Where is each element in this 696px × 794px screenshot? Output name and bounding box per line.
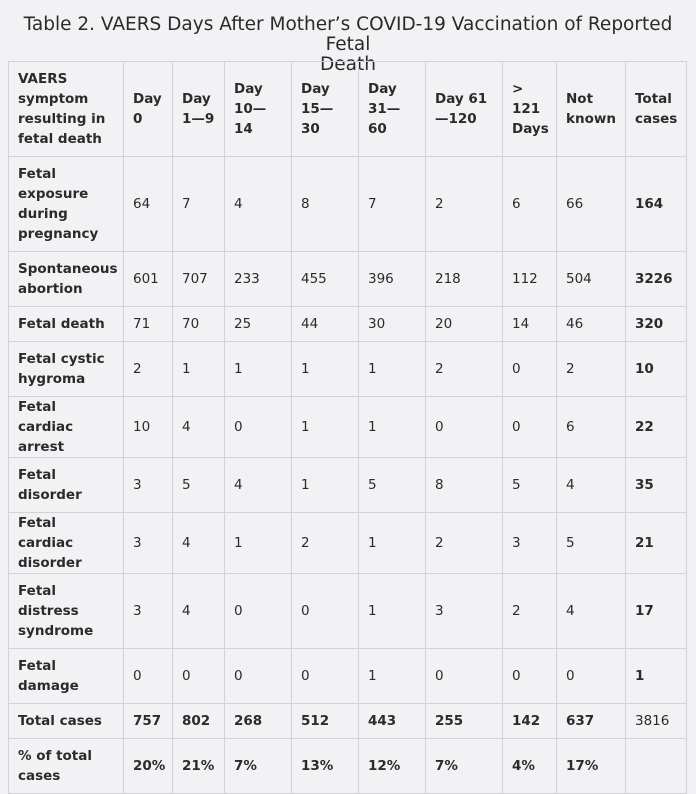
table-cell: 0 bbox=[225, 649, 292, 704]
totals-cell: 757 bbox=[124, 704, 173, 739]
table-cell: 3 bbox=[124, 458, 173, 513]
table-cell: 0 bbox=[426, 649, 503, 704]
table-cell: 5 bbox=[173, 458, 225, 513]
table-cell: 3 bbox=[124, 574, 173, 649]
table-cell: 7 bbox=[173, 157, 225, 252]
table-cell: 4 bbox=[173, 397, 225, 458]
table-row bbox=[9, 649, 687, 704]
table-cell: 2 bbox=[292, 513, 359, 574]
table-cell: 5 bbox=[503, 458, 557, 513]
table-cell: 1 bbox=[225, 342, 292, 397]
row-label: Fetal death bbox=[9, 307, 124, 342]
table-cell: 4 bbox=[225, 458, 292, 513]
table-cell: 6 bbox=[503, 157, 557, 252]
table-cell: 0 bbox=[426, 397, 503, 458]
percent-cell: 13% bbox=[292, 739, 359, 794]
table-cell: 14 bbox=[503, 307, 557, 342]
table-cell: 112 bbox=[503, 252, 557, 307]
table-cell: 8 bbox=[426, 458, 503, 513]
row-total: 21 bbox=[626, 513, 687, 574]
table-cell: 0 bbox=[292, 574, 359, 649]
table-cell: 1 bbox=[359, 513, 426, 574]
table-cell: 4 bbox=[173, 513, 225, 574]
header-not-known: Not known bbox=[557, 62, 626, 157]
header-day-15-30: Day 15—30 bbox=[292, 62, 359, 157]
table-row bbox=[9, 513, 687, 574]
table-row bbox=[9, 307, 687, 342]
percent-cell: 4% bbox=[503, 739, 557, 794]
table-cell: 1 bbox=[359, 649, 426, 704]
table-cell: 396 bbox=[359, 252, 426, 307]
table-cell: 1 bbox=[173, 342, 225, 397]
row-label: Spontaneous abortion bbox=[9, 252, 124, 307]
row-total: 320 bbox=[626, 307, 687, 342]
row-label: Fetal cystic hygroma bbox=[9, 342, 124, 397]
table-caption-line2: Death bbox=[320, 54, 376, 75]
table-cell: 5 bbox=[557, 513, 626, 574]
table-cell: 71 bbox=[124, 307, 173, 342]
row-label: Fetal damage bbox=[9, 649, 124, 704]
table-cell: 0 bbox=[124, 649, 173, 704]
header-day-0: Day 0 bbox=[124, 62, 173, 157]
totals-cell: 802 bbox=[173, 704, 225, 739]
totals-cell: 637 bbox=[557, 704, 626, 739]
table-cell: 64 bbox=[124, 157, 173, 252]
row-label: Fetal cardiac disorder bbox=[9, 513, 124, 574]
table-cell: 2 bbox=[557, 342, 626, 397]
table-caption bbox=[0, 0, 696, 75]
table-cell: 30 bbox=[359, 307, 426, 342]
table-row bbox=[9, 342, 687, 397]
table-cell: 66 bbox=[557, 157, 626, 252]
table-cell: 0 bbox=[225, 397, 292, 458]
table-cell: 0 bbox=[225, 574, 292, 649]
table-cell: 1 bbox=[292, 397, 359, 458]
table-cell: 5 bbox=[359, 458, 426, 513]
table-cell: 504 bbox=[557, 252, 626, 307]
table-cell: 4 bbox=[557, 574, 626, 649]
table-cell: 1 bbox=[292, 458, 359, 513]
table-cell: 707 bbox=[173, 252, 225, 307]
table-cell: 70 bbox=[173, 307, 225, 342]
table-cell: 2 bbox=[426, 157, 503, 252]
table-row bbox=[9, 458, 687, 513]
table-cell: 3 bbox=[426, 574, 503, 649]
row-total: 17 bbox=[626, 574, 687, 649]
table-cell: 1 bbox=[359, 397, 426, 458]
percent-total bbox=[626, 739, 687, 794]
percent-cell: 7% bbox=[426, 739, 503, 794]
vaers-fetal-death-table bbox=[8, 61, 687, 794]
totals-row bbox=[9, 704, 687, 739]
header-symptom: VAERS symptom resulting in fetal death bbox=[9, 62, 124, 157]
table-cell: 0 bbox=[503, 649, 557, 704]
row-label: Fetal cardiac arrest bbox=[9, 397, 124, 458]
table-cell: 455 bbox=[292, 252, 359, 307]
table-cell: 0 bbox=[173, 649, 225, 704]
totals-cell: 268 bbox=[225, 704, 292, 739]
table-cell: 1 bbox=[359, 342, 426, 397]
table-cell: 233 bbox=[225, 252, 292, 307]
header-total-cases: Total cases bbox=[626, 62, 687, 157]
row-label: Fetal exposure during pregnancy bbox=[9, 157, 124, 252]
table-cell: 7 bbox=[359, 157, 426, 252]
percent-label: % of total cases bbox=[9, 739, 124, 794]
table-cell: 6 bbox=[557, 397, 626, 458]
row-total: 164 bbox=[626, 157, 687, 252]
table-cell: 0 bbox=[503, 342, 557, 397]
totals-cell: 443 bbox=[359, 704, 426, 739]
table-row bbox=[9, 252, 687, 307]
table-cell: 2 bbox=[503, 574, 557, 649]
totals-cell: 512 bbox=[292, 704, 359, 739]
grand-total: 3816 bbox=[626, 704, 687, 739]
table-row bbox=[9, 397, 687, 458]
table-cell: 601 bbox=[124, 252, 173, 307]
totals-cell: 255 bbox=[426, 704, 503, 739]
row-total: 10 bbox=[626, 342, 687, 397]
percent-cell: 17% bbox=[557, 739, 626, 794]
percent-row bbox=[9, 739, 687, 794]
table-cell: 2 bbox=[124, 342, 173, 397]
table-cell: 1 bbox=[359, 574, 426, 649]
header-day-1-9: Day 1—9 bbox=[173, 62, 225, 157]
percent-cell: 20% bbox=[124, 739, 173, 794]
header-day-10-14: Day 10—14 bbox=[225, 62, 292, 157]
table-cell: 218 bbox=[426, 252, 503, 307]
table-cell: 4 bbox=[225, 157, 292, 252]
totals-label: Total cases bbox=[9, 704, 124, 739]
table-cell: 10 bbox=[124, 397, 173, 458]
table-cell: 0 bbox=[292, 649, 359, 704]
table-cell: 0 bbox=[503, 397, 557, 458]
table-cell: 1 bbox=[292, 342, 359, 397]
table-cell: 46 bbox=[557, 307, 626, 342]
row-total: 1 bbox=[626, 649, 687, 704]
row-total: 35 bbox=[626, 458, 687, 513]
totals-cell: 142 bbox=[503, 704, 557, 739]
table-cell: 3 bbox=[124, 513, 173, 574]
table-caption-line1: Table 2. VAERS Days After Mother’s COVID-19 Vaccination of Reported Fetal bbox=[23, 14, 673, 55]
table-cell: 4 bbox=[557, 458, 626, 513]
row-label: Fetal disorder bbox=[9, 458, 124, 513]
table-cell: 1 bbox=[225, 513, 292, 574]
percent-cell: 7% bbox=[225, 739, 292, 794]
header-over-121-days: > 121 Days bbox=[503, 62, 557, 157]
row-label: Fetal distress syndrome bbox=[9, 574, 124, 649]
header-day-61-120: Day 61—120 bbox=[426, 62, 503, 157]
header-day-31-60: Day 31—60 bbox=[359, 62, 426, 157]
table-cell: 2 bbox=[426, 513, 503, 574]
table-cell: 8 bbox=[292, 157, 359, 252]
table-cell: 2 bbox=[426, 342, 503, 397]
table-row bbox=[9, 574, 687, 649]
row-total: 22 bbox=[626, 397, 687, 458]
table-cell: 0 bbox=[557, 649, 626, 704]
row-total: 3226 bbox=[626, 252, 687, 307]
percent-cell: 21% bbox=[173, 739, 225, 794]
percent-cell: 12% bbox=[359, 739, 426, 794]
table-row bbox=[9, 157, 687, 252]
table-cell: 3 bbox=[503, 513, 557, 574]
table-cell: 4 bbox=[173, 574, 225, 649]
header-row bbox=[9, 62, 687, 157]
table-cell: 20 bbox=[426, 307, 503, 342]
table-cell: 25 bbox=[225, 307, 292, 342]
table-cell: 44 bbox=[292, 307, 359, 342]
